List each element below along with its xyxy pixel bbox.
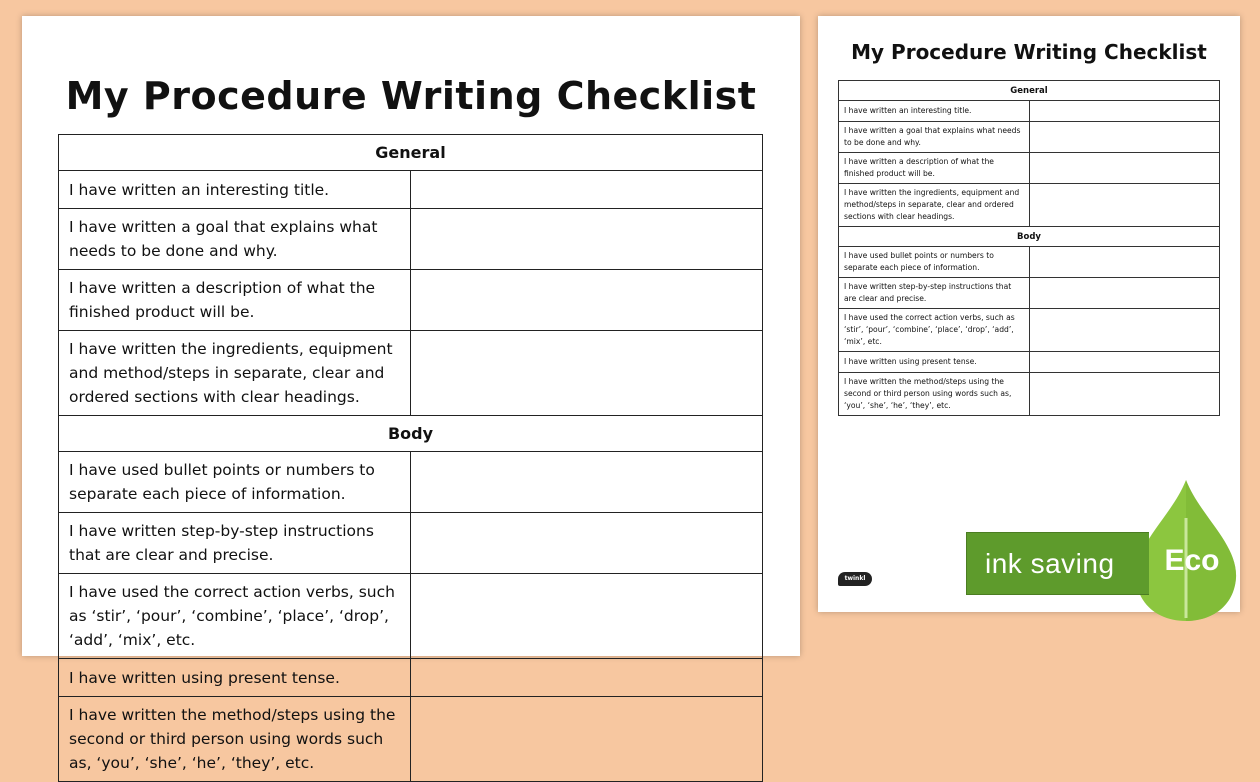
checklist-item: I have used bullet points or numbers to separate each piece of information. <box>59 452 411 513</box>
checklist-item: I have used bullet points or numbers to separate each piece of information. <box>839 247 1030 278</box>
eco-label: Eco <box>1164 544 1220 577</box>
checklist-table <box>58 134 763 782</box>
checkbox-cell[interactable] <box>1029 278 1220 309</box>
checkbox-cell[interactable] <box>411 270 763 331</box>
checklist-item: I have written step-by-step instructions that are clear and precise. <box>839 278 1030 309</box>
checkbox-cell[interactable] <box>1029 309 1220 352</box>
checkbox-cell[interactable] <box>411 659 763 697</box>
twinkl-logo: twinkl <box>838 572 872 586</box>
checkbox-cell[interactable] <box>411 574 763 659</box>
checkbox-cell[interactable] <box>1029 153 1220 184</box>
checkbox-cell[interactable] <box>1029 122 1220 153</box>
checklist-item: I have written an interesting title. <box>839 101 1030 122</box>
page-title: My Procedure Writing Checklist <box>65 74 757 118</box>
checkbox-cell[interactable] <box>411 697 763 782</box>
ink-saving-banner <box>966 532 1149 595</box>
checkbox-cell[interactable] <box>1029 352 1220 373</box>
checkbox-cell[interactable] <box>411 452 763 513</box>
checkbox-cell[interactable] <box>411 209 763 270</box>
checklist-item: I have written using present tense. <box>839 352 1030 373</box>
checkbox-cell[interactable] <box>1029 184 1220 227</box>
checklist-table-small <box>838 80 1220 416</box>
page-title-small: My Procedure Writing Checklist <box>851 40 1207 64</box>
section-heading-general: General <box>59 135 763 171</box>
checkbox-cell[interactable] <box>1029 247 1220 278</box>
checklist-item: I have written the method/steps using the second or third person using words such as, ‘you’, ‘she’, ‘he’, ‘they’, etc. <box>59 697 411 782</box>
section-heading-body: Body <box>839 227 1220 247</box>
checklist-item: I have written a goal that explains what needs to be done and why. <box>59 209 411 270</box>
checkbox-cell[interactable] <box>1029 101 1220 122</box>
checkbox-cell[interactable] <box>411 171 763 209</box>
checklist-item: I have written the ingredients, equipment and method/steps in separate, clear and ordered sections with clear headings. <box>839 184 1030 227</box>
checklist-item: I have written the method/steps using the second or third person using words such as, ‘you’, ‘she’, ‘he’, ‘they’, etc. <box>839 373 1030 416</box>
checklist-item: I have used the correct action verbs, such as ‘stir’, ‘pour’, ‘combine’, ‘place’, ‘drop’, ‘add’, ‘mix’, etc. <box>839 309 1030 352</box>
checkbox-cell[interactable] <box>411 513 763 574</box>
ink-saving-label: ink saving <box>985 548 1115 579</box>
checklist-page-large <box>22 16 800 772</box>
checkbox-cell[interactable] <box>411 331 763 416</box>
checklist-item: I have written step-by-step instructions that are clear and precise. <box>59 513 411 574</box>
checklist-item: I have written a description of what the finished product will be. <box>59 270 411 331</box>
section-heading-body: Body <box>59 416 763 452</box>
checklist-item: I have used the correct action verbs, such as ‘stir’, ‘pour’, ‘combine’, ‘place’, ‘drop’, ‘add’, ‘mix’, etc. <box>59 574 411 659</box>
checklist-item: I have written an interesting title. <box>59 171 411 209</box>
checklist-item: I have written a goal that explains what needs to be done and why. <box>839 122 1030 153</box>
checklist-item: I have written using present tense. <box>59 659 411 697</box>
checklist-item: I have written the ingredients, equipment and method/steps in separate, clear and ordered sections with clear headings. <box>59 331 411 416</box>
section-heading-general: General <box>839 81 1220 101</box>
checkbox-cell[interactable] <box>1029 373 1220 416</box>
checklist-item: I have written a description of what the finished product will be. <box>839 153 1030 184</box>
